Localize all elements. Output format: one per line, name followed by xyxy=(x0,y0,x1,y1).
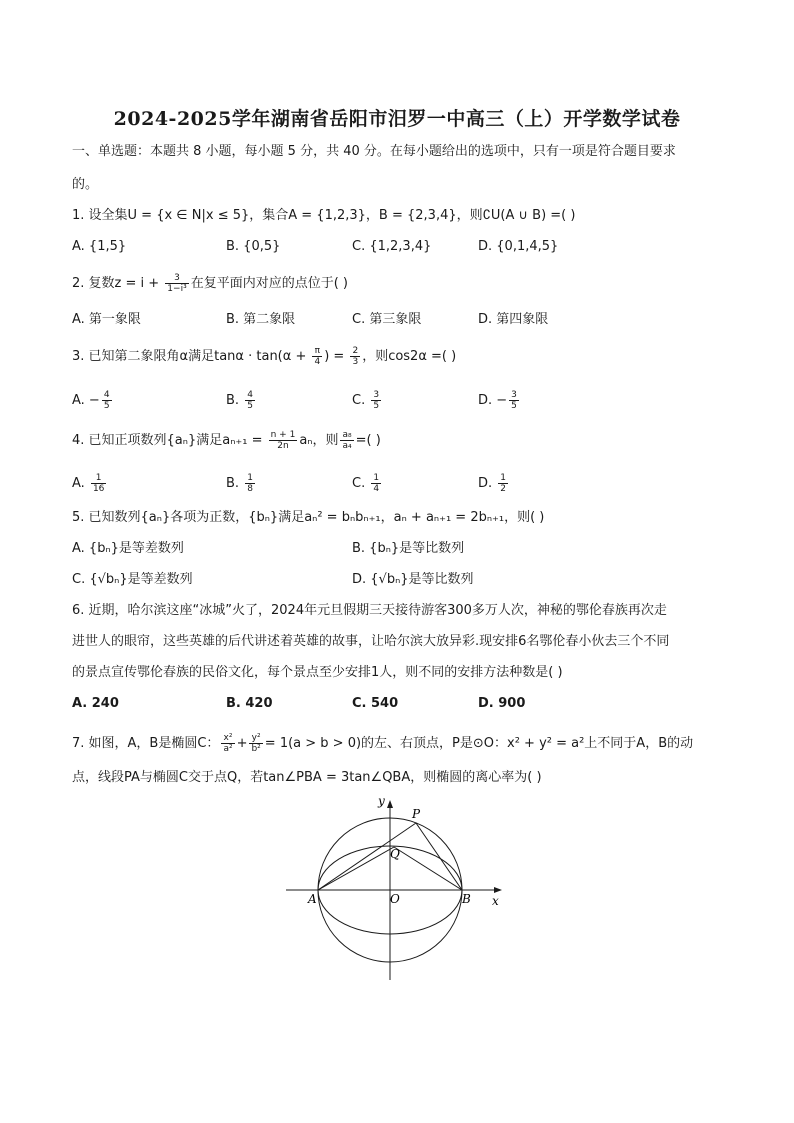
question-4-option-c-den: 4 xyxy=(373,484,380,494)
question-3-option-b-frac xyxy=(245,390,255,411)
question-4-option-c-frac xyxy=(371,473,381,494)
question-1-option-a: A. {1,5} xyxy=(72,239,127,254)
question-6-option-c: C. 540 xyxy=(352,696,399,711)
question-4-option-a-label: A. xyxy=(72,476,89,491)
question-4-option-d xyxy=(478,473,510,494)
question-3-option-d-frac xyxy=(509,390,519,411)
question-2-stem xyxy=(72,273,348,294)
question-6-line1: 6. 近期，哈尔滨这座“冰城”火了，2024年元旦假期三天接待游客300多万人次，神秘的鄂伦春族再次走 xyxy=(72,603,667,618)
question-3-fraction-23-den: 3 xyxy=(352,357,359,367)
question-4-fraction-den: 2n xyxy=(277,441,289,451)
segment-pa xyxy=(318,823,416,890)
question-5-option-a: A. {bₙ}是等差数列 xyxy=(72,541,184,556)
question-4-stem-post: =( ) xyxy=(355,433,381,448)
question-3-option-a-num: 4 xyxy=(103,390,110,400)
question-3-stem-mid: ) = xyxy=(324,349,349,364)
question-3-option-c xyxy=(352,390,383,411)
section-heading-line2: 的。 xyxy=(72,177,99,192)
ellipse-x-num: x² xyxy=(221,733,234,744)
question-4-option-c-label: C. xyxy=(352,476,370,491)
question-3-option-c-den: 5 xyxy=(373,401,380,411)
ellipse-plus: + xyxy=(236,736,248,751)
question-1-option-d: D. {0,1,4,5} xyxy=(478,239,559,254)
question-4-fraction-ratio-den: a₄ xyxy=(342,441,352,451)
page-title: 2024-2025学年湖南省岳阳市汨罗一中高三（上）开学数学试卷 xyxy=(113,108,681,130)
question-3-stem xyxy=(72,346,456,367)
question-3-option-d xyxy=(478,390,521,411)
question-4-option-c xyxy=(352,473,383,494)
origin-label: O xyxy=(390,892,400,906)
x-axis-label: x xyxy=(492,894,499,908)
point-a-label: A xyxy=(308,892,317,906)
question-1-option-b: B. {0,5} xyxy=(226,239,281,254)
question-3-option-c-frac xyxy=(371,390,381,411)
ellipse-y-den: b² xyxy=(251,744,261,754)
question-4-fraction xyxy=(269,430,298,451)
question-6-option-d: D. 900 xyxy=(478,696,526,711)
question-1-option-c: C. {1,2,3,4} xyxy=(352,239,432,254)
question-4-option-b-label: B. xyxy=(226,476,244,491)
question-3-option-a xyxy=(72,390,114,411)
question-2-fraction-num: 3 xyxy=(165,273,188,284)
question-2-stem-post: 在复平面内对应的点位于( ) xyxy=(190,276,348,291)
question-3-option-b-label: B. xyxy=(226,393,244,408)
question-3-fraction-pi4-den: 4 xyxy=(314,357,321,367)
question-4-fraction-ratio xyxy=(340,430,353,451)
x-axis-arrow xyxy=(494,887,502,893)
point-b-label: B xyxy=(462,892,471,906)
question-4-fraction-ratio-num: a₈ xyxy=(342,430,352,440)
question-1-stem: 1. 设全集U = {x ∈ N|x ≤ 5}，集合A = {1,2,3}，B = {2,3,4}，则∁U(A ∪ B) =( ) xyxy=(72,208,576,223)
question-3-fraction-pi4-num: π xyxy=(312,346,322,357)
question-3-option-a-frac xyxy=(102,390,112,411)
question-2-fraction xyxy=(165,273,188,294)
question-4-option-d-label: D. xyxy=(478,476,497,491)
question-4-option-a-frac xyxy=(91,473,106,494)
ellipse-x-fraction xyxy=(221,733,234,754)
question-4-option-d-den: 2 xyxy=(500,484,507,494)
question-2-stem-pre: 2. 复数z = i + xyxy=(72,276,164,291)
question-3-fraction-pi4 xyxy=(312,346,322,367)
question-4-option-a-num: 1 xyxy=(91,473,106,484)
question-3-fraction-23 xyxy=(350,346,360,367)
question-2-option-c: C. 第三象限 xyxy=(352,312,422,327)
question-7-line1 xyxy=(72,733,693,754)
question-6-line3: 的景点宣传鄂伦春族的民俗文化，每个景点至少安排1人，则不同的安排方法种数是( ) xyxy=(72,665,563,680)
question-3-option-d-label: D. − xyxy=(478,393,508,408)
question-4-option-a xyxy=(72,473,108,494)
question-3-option-b-num: 4 xyxy=(247,390,253,400)
question-4-option-b-den: 8 xyxy=(247,484,253,494)
question-6-option-a: A. 240 xyxy=(72,696,119,711)
question-4-option-b xyxy=(226,473,257,494)
question-3-option-c-num: 3 xyxy=(373,390,380,400)
section-heading-line1: 一、单选题：本题共 8 小题，每小题 5 分，共 40 分。在每小题给出的选项中，只有一项是符合题目要求 xyxy=(72,144,676,159)
question-3-stem-post: ，则cos2α =( ) xyxy=(362,349,457,364)
question-5-option-b: B. {bₙ}是等比数列 xyxy=(352,541,465,556)
question-4-option-b-frac xyxy=(245,473,255,494)
ellipse-x-den: a² xyxy=(223,744,233,754)
question-4-option-c-num: 1 xyxy=(373,473,380,483)
question-5-option-c: C. {√bₙ}是等差数列 xyxy=(72,572,193,587)
ellipse-y-num: y² xyxy=(249,733,262,744)
question-6-line2: 进世人的眼帘，这些英雄的后代讲述着英雄的故事，让哈尔滨大放异彩.现安排6名鄂伦春小伙去三个不同 xyxy=(72,634,670,649)
ellipse-circle-figure xyxy=(280,790,520,990)
question-2-fraction-den: 1−i³ xyxy=(167,284,187,294)
question-3-option-a-label: A. − xyxy=(72,393,100,408)
question-4-stem xyxy=(72,430,381,451)
question-3-stem-pre: 3. 已知第二象限角α满足tanα · tan(α + xyxy=(72,349,311,364)
question-2-option-b: B. 第二象限 xyxy=(226,312,296,327)
y-axis-arrow xyxy=(387,800,393,808)
question-2-option-a: A. 第一象限 xyxy=(72,312,141,327)
question-3-option-a-den: 5 xyxy=(103,401,110,411)
question-4-option-d-frac xyxy=(498,473,508,494)
question-4-fraction-num: n + 1 xyxy=(270,430,296,440)
question-4-option-b-num: 1 xyxy=(247,473,253,483)
question-4-option-d-num: 1 xyxy=(500,473,507,483)
question-7-line1-pre: 7. 如图，A，B是椭圆C： xyxy=(72,736,220,751)
question-7-line2: 点，线段PA与椭圆C交于点Q，若tan∠PBA = 3tan∠QBA，则椭圆的离心率为( ) xyxy=(72,770,542,785)
point-q-label: Q xyxy=(390,847,400,861)
question-2-option-d: D. 第四象限 xyxy=(478,312,549,327)
y-axis-label: y xyxy=(378,794,385,808)
question-3-option-b xyxy=(226,390,257,411)
question-6-option-b: B. 420 xyxy=(226,696,273,711)
question-3-fraction-23-num: 2 xyxy=(352,346,359,356)
ellipse-y-fraction xyxy=(249,733,262,754)
question-4-stem-mid: aₙ，则 xyxy=(299,433,339,448)
question-3-option-d-den: 5 xyxy=(511,401,517,411)
question-4-option-a-den: 16 xyxy=(92,484,105,494)
question-3-option-c-label: C. xyxy=(352,393,370,408)
question-3-option-d-num: 3 xyxy=(511,390,517,400)
question-7-line1-post: = 1(a > b > 0)的左、右顶点，P是⊙O：x² + y² = a²上不同于A，B的动 xyxy=(264,736,694,751)
question-3-option-b-den: 5 xyxy=(247,401,253,411)
question-5-stem: 5. 已知数列{aₙ}各项为正数，{bₙ}满足aₙ² = bₙbₙ₊₁，aₙ + aₙ₊₁ = 2bₙ₊₁，则( ) xyxy=(72,510,545,525)
question-4-stem-pre: 4. 已知正项数列{aₙ}满足aₙ₊₁ = xyxy=(72,433,267,448)
segment-pb xyxy=(416,823,462,890)
segment-qa xyxy=(318,847,394,890)
point-p-label: P xyxy=(412,807,421,821)
question-5-option-d: D. {√bₙ}是等比数列 xyxy=(352,572,474,587)
